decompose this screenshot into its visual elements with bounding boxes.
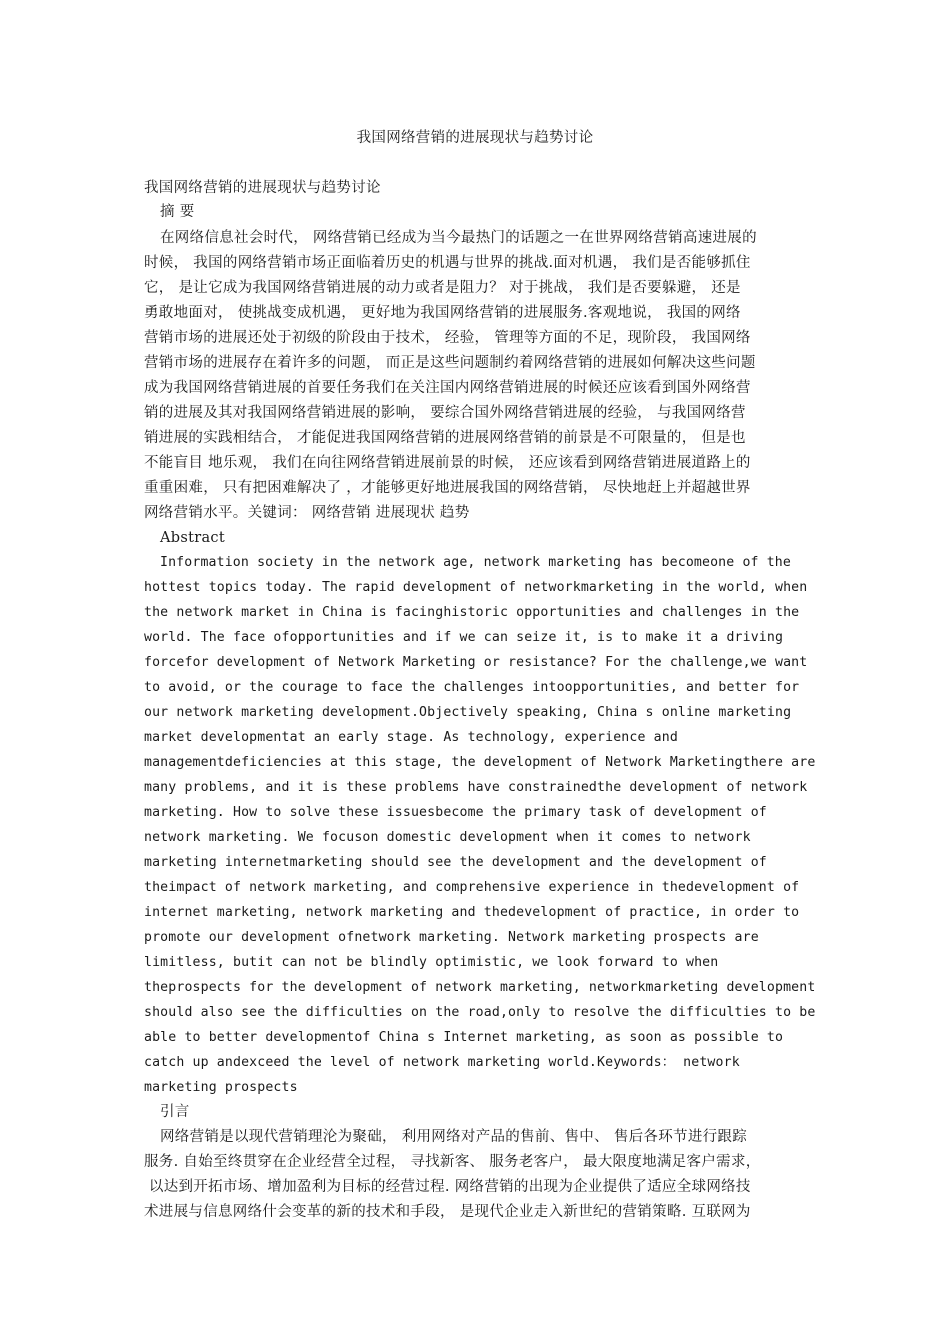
abstract-en-line: should also see the difficulties on the road,only to resolve the difficulties to be (144, 1005, 816, 1020)
intro-heading: 引言 (160, 1104, 190, 1120)
abstract-en-line: limitless, butit can not be blindly optimistic, we look forward to when (144, 955, 719, 970)
abstract-en-line: market developmentat an early stage. As technology, experience and (144, 730, 678, 745)
abstract-en-line: our network marketing development.Objectively speaking, China s online marketing (144, 705, 792, 720)
intro-line: 以达到开拓市场、增加盈利为目标的经营过程. 网络营销的出现为企业提供了适应全球网络技 (144, 1179, 751, 1195)
abstract-en-line: marketing. How to solve these issuesbecome the primary task of development of (144, 805, 767, 820)
abstract-en-line: theimpact of network marketing, and comprehensive experience in thedevelopment of (144, 880, 800, 895)
abstract-cn-line: 勇敢地面对， 使挑战变成机遇， 更好地为我国网络营销的进展服务.客观地说， 我国的网络 (144, 305, 741, 321)
subtitle: 我国网络营销的进展现状与趋势讨论 (144, 180, 381, 196)
abstract-cn-line: 不能盲目 地乐观， 我们在向往网络营销进展前景的时候， 还应该看到网络营销进展道路上的 (144, 455, 751, 471)
abstract-cn-line: 网络营销水平。关键词： 网络营销 进展现状 趋势 (144, 505, 470, 521)
abstract-en-line: forcefor development of Network Marketing or resistance? For the challenge,we want (144, 655, 808, 670)
abstract-en-line: marketing prospects (144, 1080, 298, 1095)
abstract-cn-line: 它， 是让它成为我国网络营销进展的动力或者是阻力？ 对于挑战， 我们是否要躲避， 还是 (144, 280, 741, 296)
abstract-en-line: the network market in China is facinghistoric opportunities and challenges in the (144, 605, 800, 620)
abstract-en-line: marketing internetmarketing should see the development and the development of (144, 855, 767, 870)
abstract-en-line: to avoid, or the courage to face the challenges intoopportunities, and better for (144, 680, 800, 695)
abstract-en-line: hottest topics today. The rapid development of networkmarketing in the world, when (144, 580, 808, 595)
abstract-cn-heading: 摘 要 (160, 204, 195, 220)
abstract-en-line: catch up andexceed the level of network marketing world.Keywords： network (144, 1055, 740, 1070)
abstract-en-line: internet marketing, network marketing and thedevelopment of practice, in order to (144, 905, 800, 920)
abstract-en-heading: Abstract (160, 530, 225, 546)
abstract-en-line: able to better developmentof China s Internet marketing, as soon as possible to (144, 1030, 784, 1045)
abstract-cn-line: 销进展的实践相结合， 才能促进我国网络营销的进展网络营销的前景是不可限量的， 但是也 (144, 430, 746, 446)
abstract-en-line: promote our development ofnetwork marketing. Network marketing prospects are (144, 930, 759, 945)
abstract-cn-line: 重重困难， 只有把困难解决了 ，才能够更好地进展我国的网络营销， 尽快地赶上并超越世界 (144, 480, 751, 496)
abstract-cn-line: 时候， 我国的网络营销市场正面临着历史的机遇与世界的挑战.面对机遇， 我们是否能够抓住 (144, 255, 751, 271)
intro-line: 网络营销是以现代营销理沦为聚础， 利用网络对产品的售前、售中、 售后各环节进行跟踪 (160, 1129, 748, 1145)
abstract-en-line: world. The face ofopportunities and if we can seize it, is to make it a driving (144, 630, 784, 645)
abstract-cn-line: 在网络信息社会时代， 网络营销已经成为当今最热门的话题之一在世界网络营销高速进展的 (160, 230, 757, 246)
intro-line: 服务. 自始至终贯穿在企业经营全过程， 寻找新客、 服务老客户， 最大限度地满足客户需求， (144, 1154, 761, 1170)
abstract-en-line: managementdeficiencies at this stage, the development of Network Marketingthere are (144, 755, 816, 770)
abstract-en-line: network marketing. We focuson domestic development when it comes to network (144, 830, 751, 845)
abstract-cn-line: 成为我国网络营销进展的首要任务我们在关注国内网络营销进展的时候还应该看到国外网络营 (144, 380, 751, 396)
abstract-cn-line: 营销市场的进展还处于初级的阶段由于技术， 经验， 管理等方面的不足，现阶段， 我国网络 (144, 330, 751, 346)
abstract-en-line: Information society in the network age, network marketing has becomeone of the (160, 555, 791, 570)
abstract-cn-line: 营销市场的进展存在着许多的问题， 而正是这些问题制约着网络营销的进展如何解决这些问题 (144, 355, 756, 371)
intro-line: 术进展与信息网络什会变革的新的技术和手段， 是现代企业走入新世纪的营销策略. 互联网为 (144, 1204, 751, 1220)
abstract-cn-line: 销的进展及其对我国网络营销进展的影响， 要综合国外网络营销进展的经验， 与我国网络营 (144, 405, 746, 421)
abstract-en-line: many problems, and it is these problems have constrainedthe development of network (144, 780, 808, 795)
document-title: 我国网络营销的进展现状与趋势讨论 (356, 130, 594, 146)
abstract-en-line: theprospects for the development of network marketing, networkmarketing development (144, 980, 816, 995)
